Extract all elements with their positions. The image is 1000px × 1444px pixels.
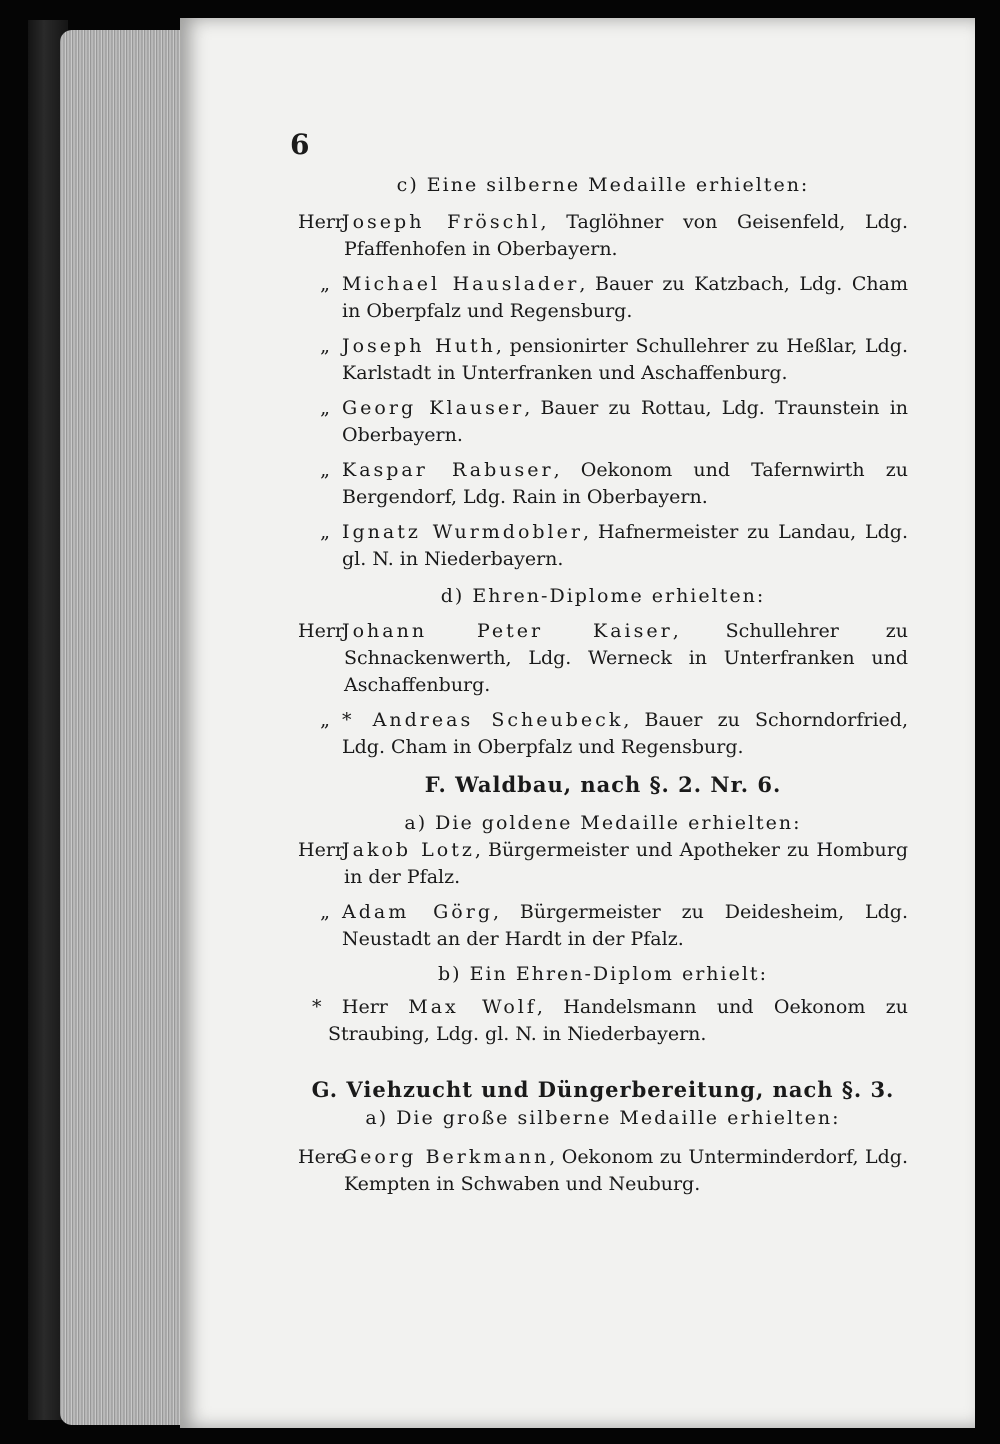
award-entry: „ * Andreas Scheubeck, Bauer zu Schorndorfried, Ldg. Cham in Oberpfalz und Regensburg. <box>320 709 908 758</box>
recipient-name: Jakob Lotz <box>342 839 475 861</box>
award-entry: „ Kaspar Rabuser, Oekonom und Tafernwirth zu Bergendorf, Ldg. Rain in Oberbayern. <box>320 459 908 508</box>
section-heading-ga: a) Die große silberne Medaille erhielten: <box>365 1107 841 1129</box>
award-entry: „ Adam Görg, Bürgermeister zu Deidesheim, Ldg. Neustadt an der Hardt in der Pfalz. <box>320 901 908 950</box>
recipient-name: Johann Peter Kaiser <box>342 620 673 642</box>
award-entry: „ Joseph Huth, pensionirter Schullehrer zu Heßlar, Ldg. Karlstadt in Unterfranken und Aschaffenburg. <box>320 335 909 384</box>
award-entry: HerrJakob Lotz, Bürgermeister und Apotheker zu Homburg in der Pfalz. <box>298 839 908 888</box>
award-entry: „ Ignatz Wurmdobler, Hafnermeister zu Landau, Ldg. gl. N. in Niederbayern. <box>320 521 908 570</box>
section-heading-fb: b) Ein Ehren-Diplom erhielt: <box>438 963 768 985</box>
section-heading-d: d) Ehren-Diplome erhielten: <box>440 585 766 607</box>
award-entry: HerrJoseph Fröschl, Taglöhner von Geisenfeld, Ldg. Pfaffenhofen in Oberbayern. <box>298 211 908 260</box>
recipient-name: Georg Berkmann <box>342 1146 550 1168</box>
section-heading-c: c) Eine silberne Medaille erhielten: <box>396 174 810 196</box>
recipient-name: Joseph Fröschl <box>342 211 541 233</box>
award-entry: „ Georg Klauser, Bauer zu Rottau, Ldg. Traunstein in Oberbayern. <box>320 397 909 446</box>
chapter-heading-f: F. Waldbau, nach §. 2. Nr. 6. <box>424 772 782 797</box>
section-heading-fa: a) Die goldene Medaille erhielten: <box>404 812 802 834</box>
recipient-name: Joseph Huth <box>342 335 496 357</box>
recipient-name: Adam Görg <box>342 901 493 923</box>
award-entry: * Herr Max Wolf, Handelsmann und Oekonom zu Straubing, Ldg. gl. N. in Niederbayern. <box>312 996 909 1045</box>
recipient-name: Max Wolf <box>408 996 537 1018</box>
award-entry: HereGeorg Berkmann, Oekonom zu Unterminderdorf, Ldg. Kempten in Schwaben und Neuburg. <box>298 1146 908 1195</box>
page-body <box>298 168 908 1206</box>
recipient-name: Michael Hauslader <box>342 273 580 295</box>
award-entry: HerrJohann Peter Kaiser, Schullehrer zu Schnackenwerth, Ldg. Werneck in Unterfranken und Aschaffenburg. <box>298 620 908 696</box>
page-edges <box>60 30 190 1425</box>
recipient-name: Kaspar Rabuser <box>342 459 554 481</box>
award-entry: „ Michael Hauslader, Bauer zu Katzbach, Ldg. Cham in Oberpfalz und Regensburg. <box>320 273 909 322</box>
chapter-heading-g: G. Viehzucht und Düngerbereitung, nach §. 3. <box>311 1077 895 1102</box>
recipient-name: Georg Klauser <box>342 397 525 419</box>
recipient-name: Ignatz Wurmdobler <box>342 521 583 543</box>
page-number: 6 <box>290 128 310 161</box>
recipient-name: * Andreas Scheubeck <box>342 709 624 731</box>
